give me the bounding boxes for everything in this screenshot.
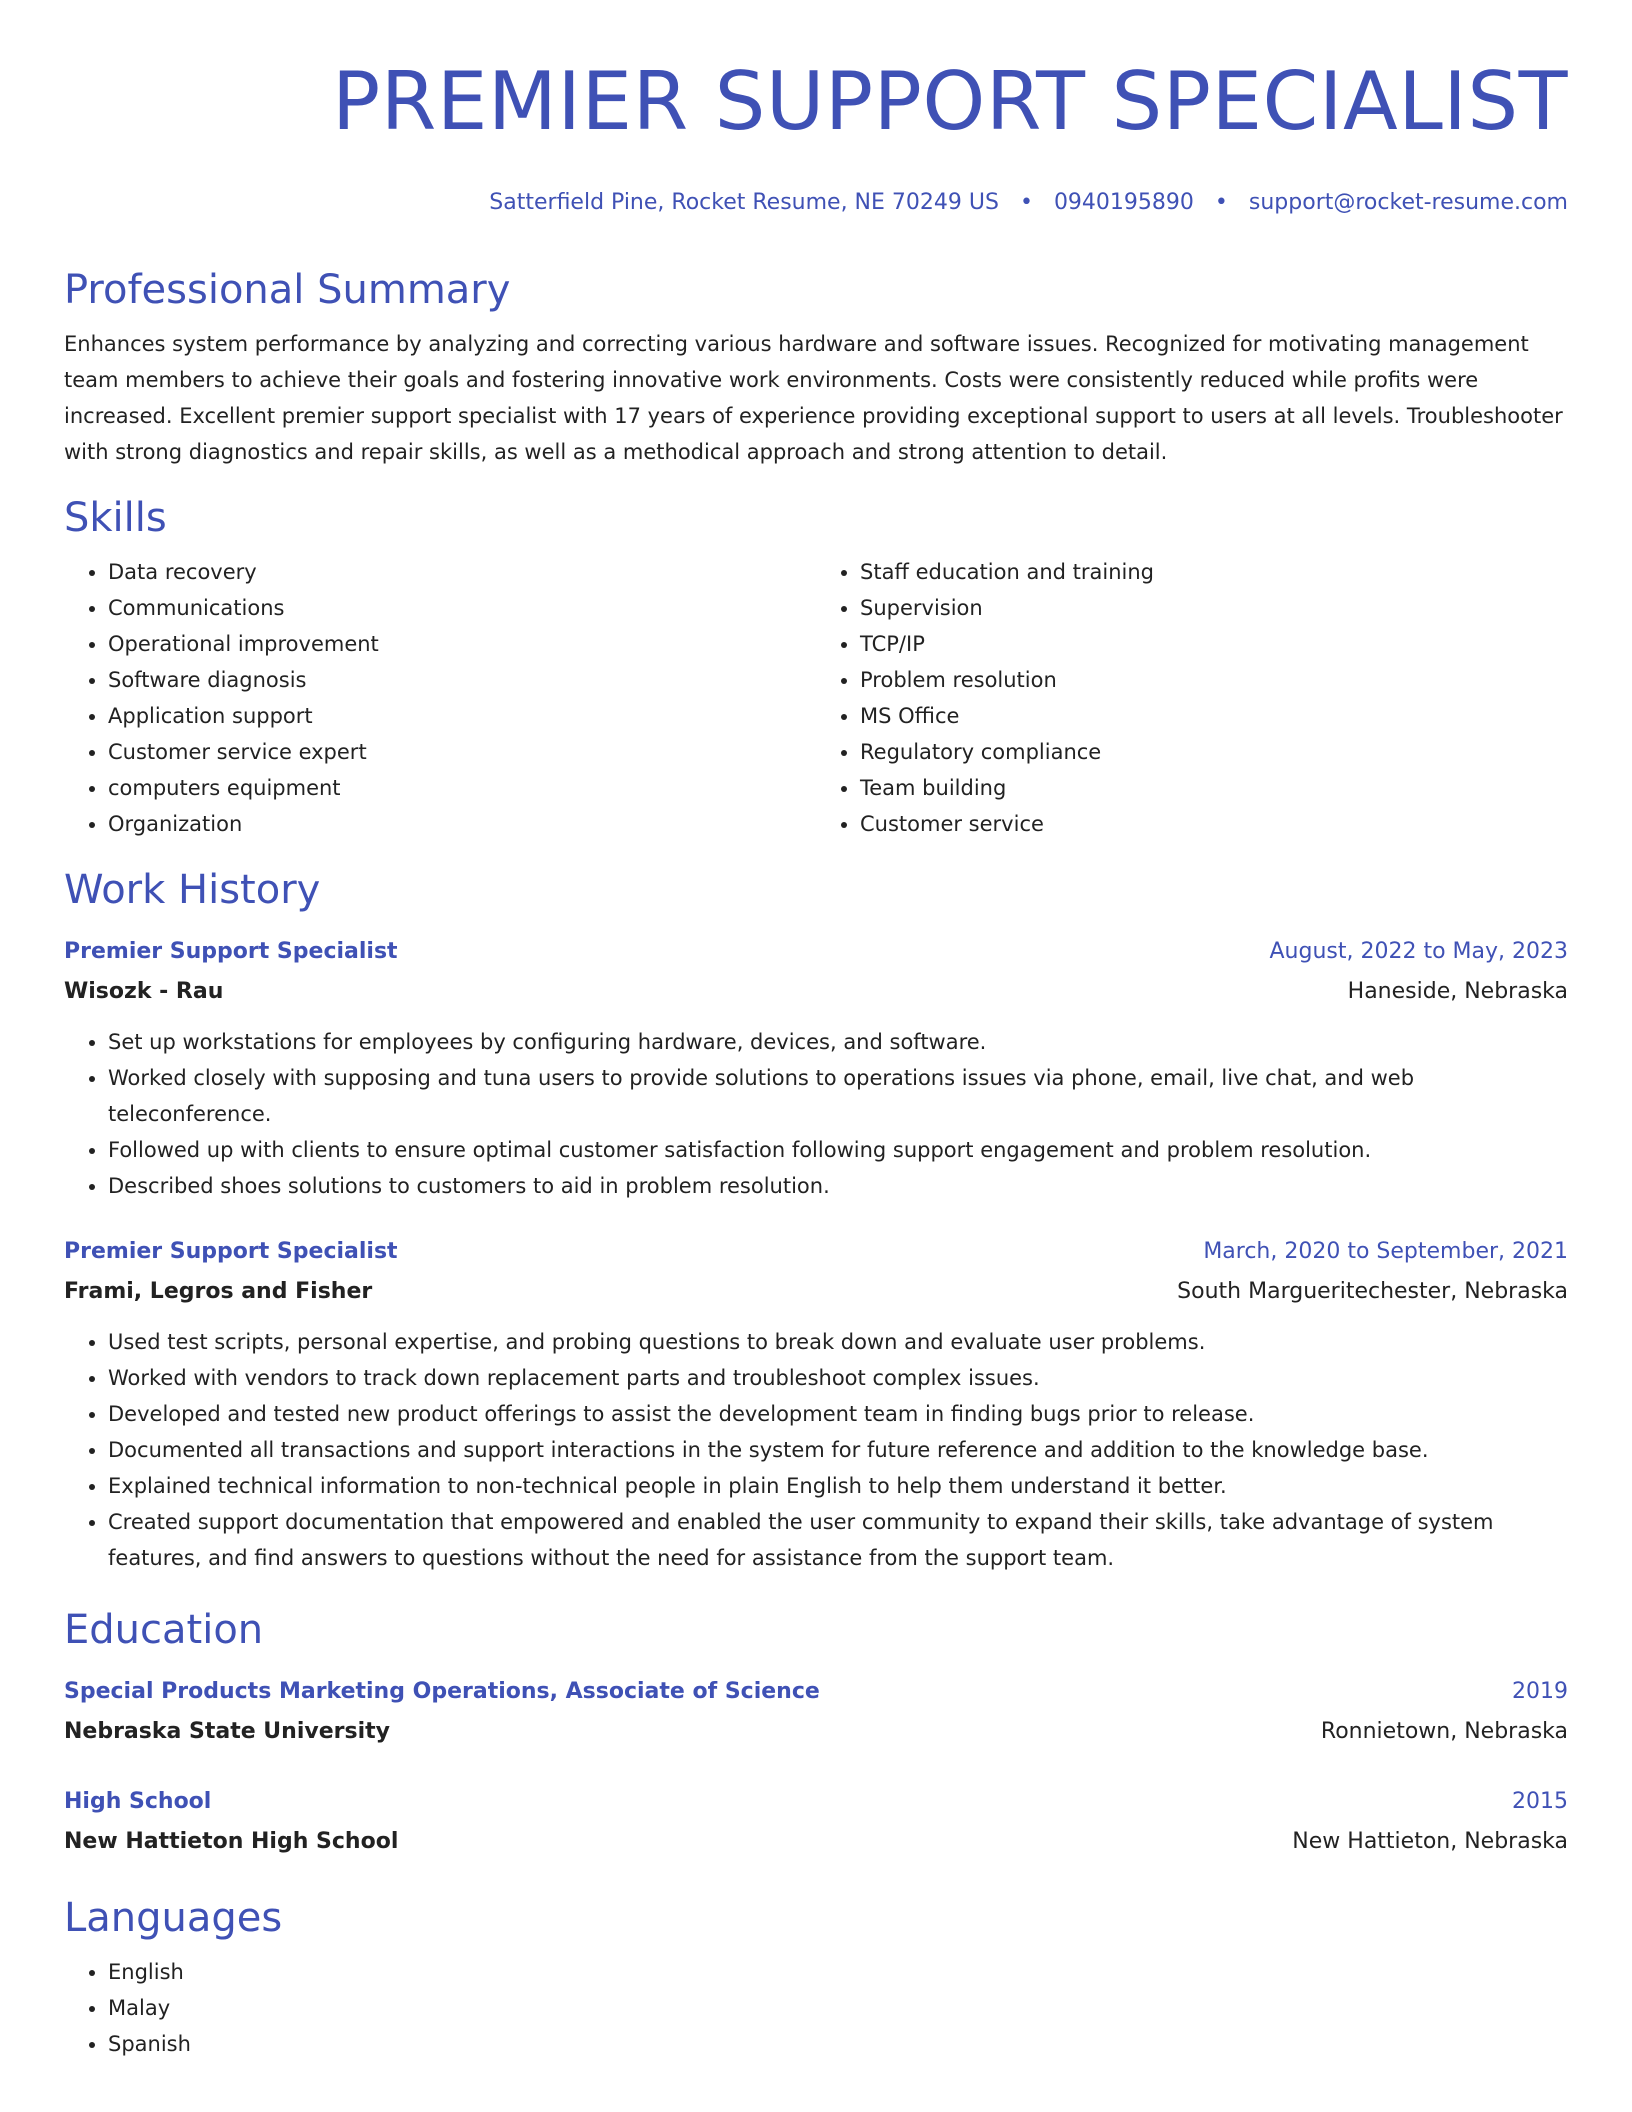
- education-subheader: [64, 1824, 1568, 1860]
- job-bullet: • Created support documentation that empowered and enabled the user community to expand their skills, take advantage of system features, and find answers to questions without the need for assistance from the support team.: [108, 1504, 1568, 1576]
- job-location: Haneside, Nebraska: [1347, 979, 1568, 1004]
- job-role: Premier Support Specialist: [64, 939, 398, 964]
- job-bullet: • Developed and tested new product offerings to assist the development team in finding bugs prior to release.: [108, 1396, 1568, 1432]
- education-degree: High School: [64, 1789, 212, 1814]
- skill-item: • Software diagnosis: [108, 662, 816, 698]
- languages-heading: Languages: [64, 1895, 283, 1941]
- job-subheader: [64, 1274, 1568, 1310]
- job-role: Premier Support Specialist: [64, 1239, 398, 1264]
- job-bullet: • Worked closely with supposing and tuna users to provide solutions to operations issues via phone, email, live chat, and web teleconference.: [108, 1060, 1568, 1132]
- contact-separator: •: [1019, 190, 1033, 215]
- skill-item: • Operational improvement: [108, 626, 816, 662]
- education-entry: [64, 1674, 1568, 1750]
- education-header: [64, 1784, 1568, 1820]
- work-history-heading: Work History: [64, 867, 321, 913]
- resume-title: PREMIER SUPPORT SPECIALIST: [332, 55, 1568, 148]
- skill-item: • Customer service expert: [108, 734, 816, 770]
- skill-item: • Team building: [860, 770, 1568, 806]
- skills-heading: Skills: [64, 495, 167, 541]
- contact-line: [64, 188, 1568, 218]
- job-bullet: • Described shoes solutions to customers to aid in problem resolution.: [108, 1168, 1568, 1204]
- contact-email: support@rocket-resume.com: [1248, 190, 1568, 215]
- education-heading: Education: [64, 1607, 264, 1653]
- skill-item: • Supervision: [860, 590, 1568, 626]
- job-bullet: • Worked with vendors to track down replacement parts and troubleshoot complex issues.: [108, 1360, 1568, 1396]
- job-bullets: [64, 1024, 1568, 1204]
- skill-item: • Regulatory compliance: [860, 734, 1568, 770]
- job-company: Wisozk - Rau: [64, 979, 224, 1004]
- education-school: Nebraska State University: [64, 1719, 390, 1744]
- skills-list-right: [816, 554, 1568, 842]
- contact-phone: 0940195890: [1053, 190, 1194, 215]
- skill-item: • Data recovery: [108, 554, 816, 590]
- language-item: • Spanish: [108, 2026, 1568, 2062]
- summary-heading: Professional Summary: [64, 267, 511, 313]
- education-school: New Hattieton High School: [64, 1829, 399, 1854]
- job-bullet: • Explained technical information to non-technical people in plain English to help them understand it better.: [108, 1468, 1568, 1504]
- skill-item: • Problem resolution: [860, 662, 1568, 698]
- skills-list-left: [64, 554, 816, 842]
- job-bullet: • Documented all transactions and support interactions in the system for future reference and addition to the knowledge base.: [108, 1432, 1568, 1468]
- job-header: [64, 934, 1568, 970]
- education-header: [64, 1674, 1568, 1710]
- job-subheader: [64, 974, 1568, 1010]
- language-item: • Malay: [108, 1990, 1568, 2026]
- job-bullet: • Followed up with clients to ensure optimal customer satisfaction following support engagement and problem resolution.: [108, 1132, 1568, 1168]
- education-subheader: [64, 1714, 1568, 1750]
- education-degree: Special Products Marketing Operations, Associate of Science: [64, 1679, 820, 1704]
- languages-list: [64, 1954, 1568, 2062]
- job-bullet: • Used test scripts, personal expertise, and probing questions to break down and evaluate user problems.: [108, 1324, 1568, 1360]
- job-company: Frami, Legros and Fisher: [64, 1279, 373, 1304]
- education-location: New Hattieton, Nebraska: [1292, 1829, 1568, 1854]
- job-header: [64, 1234, 1568, 1270]
- job-bullet: • Set up workstations for employees by configuring hardware, devices, and software.: [108, 1024, 1568, 1060]
- skill-item: • MS Office: [860, 698, 1568, 734]
- language-item: • English: [108, 1954, 1568, 1990]
- job-bullets: [64, 1324, 1568, 1576]
- skill-item: • Communications: [108, 590, 816, 626]
- job-location: South Margueritechester, Nebraska: [1177, 1279, 1568, 1304]
- education-entry: [64, 1784, 1568, 1860]
- skill-item: • TCP/IP: [860, 626, 1568, 662]
- job-dates: March, 2020 to September, 2021: [1203, 1239, 1568, 1264]
- contact-address: Satterfield Pine, Rocket Resume, NE 70249 US: [489, 190, 999, 215]
- skill-item: • Organization: [108, 806, 816, 842]
- job-entry: [64, 1234, 1568, 1576]
- summary-text: Enhances system performance by analyzing and correcting various hardware and software issues. Recognized for motivating management team members to achieve their goals and fostering innovative work environments. Costs were consistently reduced while profits were increased. Excellent premier support specialist with 17 years of experience providing exceptional support to users at all levels. Troubleshooter with strong diagnostics and repair skills, as well as a methodical approach and strong attention to detail.: [64, 332, 1563, 464]
- job-entry: [64, 934, 1568, 1204]
- skill-item: • Staff education and training: [860, 554, 1568, 590]
- education-year: 2015: [1512, 1789, 1568, 1814]
- skills-columns: [64, 554, 1568, 842]
- education-year: 2019: [1512, 1679, 1568, 1704]
- skill-item: • computers equipment: [108, 770, 816, 806]
- skill-item: • Application support: [108, 698, 816, 734]
- job-dates: August, 2022 to May, 2023: [1269, 939, 1568, 964]
- education-location: Ronnietown, Nebraska: [1320, 1719, 1568, 1744]
- skill-item: • Customer service: [860, 806, 1568, 842]
- contact-separator: •: [1214, 190, 1228, 215]
- resume-page: [64, 0, 1568, 2062]
